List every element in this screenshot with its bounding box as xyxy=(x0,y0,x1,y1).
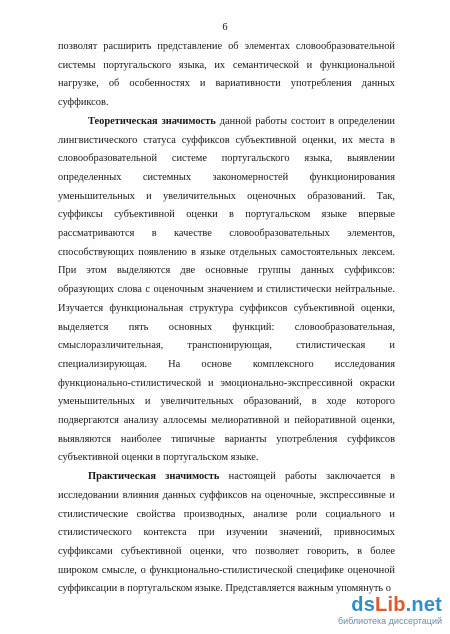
dslib-watermark xyxy=(292,594,442,628)
practical-significance-text: настоящей работы заключается в исследовании влияния данных суффиксов на оценочные, экспрессивные и стилистические свойства производных, анализе роли социального и стилистического контекста при изучении значений, привносимых суффиксами субъективной оценки, что позволяет говорить, в более широком смысле, о функционально-стилистической специфике оценочной суффиксации в португальском языке. Представляется важным упомянуть о xyxy=(58,471,395,595)
dslib-logo xyxy=(351,594,442,617)
theoretical-significance-text: данной работы состоит в определении лингвистического статуса суффиксов субъективной оценки, их места в словообразовательной системе португальского языка, выявлении определенных системных закономерностей функционирования уменьшительных и увеличительных оценочных образований. Так, суффиксы субъективной оценки в португальском языке впервые рассматриваются в качестве словообразовательных элементов, способствующих появлению в языке отдельных самостоятельных лексем. При этом выделяются две основные группы данных суффиксов: образующих слова с оценочным значением и стилистически нейтральные. Изучается функциональная структура суффиксов субъективной оценки, выделяется пять основных функций: словообразовательная, смыслоразличительная, транспонирующая, стилистическая и специализирующая. На основе комплексного исследования функционально-стилистической и эмоционально-экспрессивной окраски уменьшительных и увеличительных образований, в ходе которого подвергаются анализу аллосемы мелиоративной и пейоративной оценки, выявляются наиболее типичные варианты употребления суффиксов субъективной оценки в португальском языке. xyxy=(58,115,395,464)
logo-ds: ds xyxy=(351,594,376,616)
watermark-caption: библиотека диссертаций xyxy=(337,616,442,626)
paragraph-practical-significance xyxy=(58,468,395,599)
paragraph-1: позволят расширить представление об элементах словообразовательной системы португальского языка, их семантической и функциональной нагрузке, об особенностях и вариативности употребления данных суффиксов. xyxy=(58,41,395,109)
logo-lib: Lib xyxy=(375,594,406,616)
heading-theoretical-significance: Теоретическая значимость xyxy=(88,115,216,127)
paragraph-theoretical-significance xyxy=(58,113,395,468)
logo-tld: .net xyxy=(405,594,442,616)
body-text xyxy=(58,38,395,599)
heading-practical-significance: Практическая значимость xyxy=(88,471,220,483)
page-number: 6 xyxy=(222,22,228,33)
